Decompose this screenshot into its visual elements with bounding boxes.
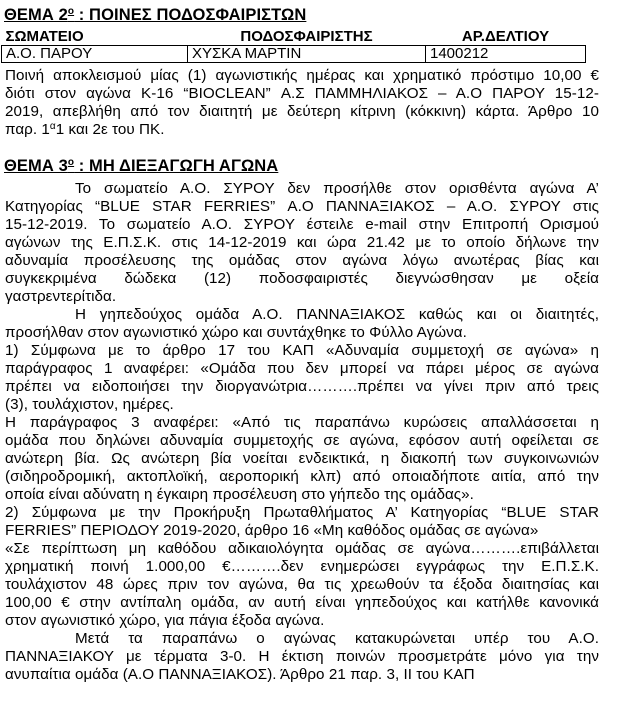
- text-line: οποία είναι αδύνατη η έγκαιρη προσέλευση στο γήπεδο της ομάδας».: [5, 486, 474, 503]
- text-line: προσήλθαν στον αγωνιστικό χώρο και συντάχθηκε το Φύλλο Αγώνα.: [5, 324, 467, 341]
- text-line: αδυναμία προσέλευσης της ομάδας στον αγώνα λόγω ανωτέρας βίας και: [5, 252, 599, 269]
- text-line: ομάδα που δηλώνει αδυναμία συμμετοχής σε αγώνα, εφόσον αυτή οφείλεται σε: [5, 432, 599, 449]
- text-line: γαστρεντερίτιδα.: [5, 288, 117, 305]
- text-line: 100,00 € στην αντίπαλη ομάδα, αν αυτή είναι γηπεδούχος και κατήλθε κανονικά: [5, 594, 599, 611]
- text-line: 15-12-2019. Το σωματείο Α.Ο. ΣΥΡΟΥ έστειλε e-mail στην Επιτροπή Ορισμού: [5, 216, 599, 233]
- text-line: FERRIES” ΠΕΡΙΟΔΟΥ 2019-2020, άρθρο 16 «Μη καθόδος ομάδας σε αγώνα»: [5, 522, 539, 539]
- text-line: Μετά τα παραπάνω ο αγώνας κατακυρώνεται υπέρ του Α.Ο.: [75, 630, 599, 647]
- text-line: τουλάχιστον 48 ώρες πριν τον αγώνα, θα τις χρεωθούν τα έξοδα διαιτησίας και: [5, 576, 599, 593]
- text-line: πρέπει να ειδοποιήσει την διοργανώτρια……….πρέπει να γίνει πριν από τρεις: [5, 378, 599, 395]
- text-line: Η γηπεδούχος ομάδα Α.Ο. ΠΑΝΝΑΞΙΑΚΟΣ καθώς και οι διαιτητές,: [75, 306, 599, 323]
- text-line: χρηματική ποινή 1.000,00 €……….δεν ενημερώσει εγγράφως την Ε.Π.Σ.Κ.: [5, 558, 599, 575]
- text-line: (σιδηροδρομική, ακτοπλοϊκή, αεροπορική κλπ) από οποιαδήποτε αιτία, από την: [5, 468, 599, 485]
- text-line: (3), τουλάχιστον, ημέρες.: [5, 396, 174, 413]
- table-cell-card-number: 1400212: [426, 46, 586, 63]
- text-line: «Σε περίπτωση μη καθόδου αδικαιολόγητα ομάδας σε αγώνα……….επιβάλλεται: [5, 540, 599, 557]
- text-line: 2019, απεβλήθη από τον διαιτητή με δεύτερη κίτρινη (κόκκινη) κάρτα. Άρθρο 10: [5, 103, 599, 120]
- table-header-card-number: ΑΡ.ΔΕΛΤΙΟΥ: [426, 29, 586, 46]
- text-line: 1) Σύμφωνα με το άρθρο 17 του ΚΑΠ «Αδυναμία συμμετοχή σε αγώνα» η: [5, 342, 599, 359]
- table-header-club: ΣΩΜΑΤΕΙΟ: [2, 29, 188, 46]
- text-line: Ποινή αποκλεισμού μίας (1) αγωνιστικής ημέρας και χρηματικό πρόστιμο 10,00 €: [5, 67, 599, 84]
- text-line: 2) Σύμφωνα με την Προκήρυξη Πρωταθλήματος Α’ Κατηγορίας “BLUE STAR: [5, 504, 599, 521]
- text-line: αγώνων της Ε.Π.Σ.Κ. στις 14-12-2019 και ώρα 21.42 με το οποίο δήλωνε την: [5, 234, 599, 251]
- section3-body: [5, 180, 599, 684]
- text-line: στον αγωνιστικό χώρο, για πάγια έξοδα αγώνα.: [5, 612, 325, 629]
- section2-body: [5, 67, 599, 139]
- text-line: συγκεκριμένα δώδεκα (12) ποδοσφαιριστές διεγνώσθησαν με οξεία: [5, 270, 599, 287]
- table-cell-player: ΧΥΣΚΑ ΜΑΡΤΙΝ: [188, 46, 426, 63]
- text-line: Κατηγορίας “BLUE STAR FERRIES” Α.Ο ΠΑΝΝΑΞΙΑΚΟΣ – Α.Ο. ΣΥΡΟΥ στις: [5, 198, 599, 215]
- penalty-table: [1, 29, 586, 63]
- section3-title: ΘΕΜΑ $3^o$ : ΜΗ ΔΙΕΞΑΓΩΓΗ ΑΓΩΝΑ: [4, 157, 279, 175]
- table-header-player: ΠΟΔΟΣΦΑΙΡΙΣΤΗΣ: [188, 29, 426, 46]
- table-cell-club: Α.Ο. ΠΑΡΟΥ: [2, 46, 188, 63]
- text-line: ανυπαίτια ομάδα (Α.Ο ΠΑΝΝΑΞΙΑΚΟΣ). Άρθρο 21 παρ. 3, ΙΙ του ΚΑΠ: [5, 666, 475, 683]
- text-line: διότι στον αγώνα Κ-16 “BIOCLEAN” Α.Σ ΠΑΜΜΗΛΙΑΚΟΣ – Α.Ο ΠΑΡΟΥ 15-12-: [5, 85, 599, 102]
- text-line: ΠΑΝΝΑΞΙΑΚΟΥ με τέρματα 3-0. Η έκτιση ποινών προσμετράτε μόνο για την: [5, 648, 599, 665]
- text-line: Το σωματείο Α.Ο. ΣΥΡΟΥ δεν προσήλθε στον ορισθέντα αγώνα Α’: [75, 180, 599, 197]
- text-line: παράγραφος 1 αναφέρει: «Ομάδα που δεν μπορεί να πάρει μέρος σε αγώνα: [5, 360, 599, 377]
- section2-title: ΘΕΜΑ $2^o$ : ΠΟΙΝΕΣ ΠΟΔΟΣΦΑΙΡΙΣΤΩΝ: [4, 6, 307, 24]
- text-line: παρ. $1^\alpha 1$ και 2ε του ΠΚ.: [5, 121, 165, 138]
- table-row: [2, 46, 586, 63]
- text-line: Η παράγραφος 3 αναφέρει: «Από τις παραπάνω κυρώσεις απαλλάσσεται η: [5, 414, 599, 431]
- table-header-row: [2, 29, 586, 46]
- text-line: ανώτερη βία. Ως ανώτερη βία νοείται ενδεικτικά, η διακοπή των συγκοινωνιών: [5, 450, 599, 467]
